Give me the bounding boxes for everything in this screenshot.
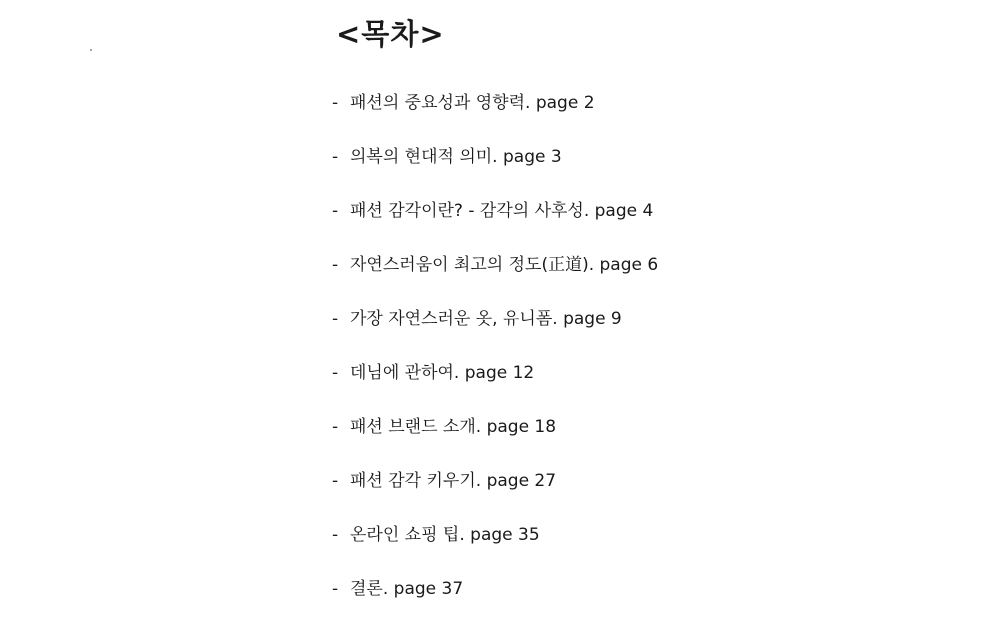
toc-item	[332, 466, 658, 520]
toc-item-text: 패션 감각 키우기. page 27	[350, 471, 557, 491]
toc-item	[332, 250, 658, 304]
toc-item-text: 패션의 중요성과 영향력. page 2	[350, 93, 595, 113]
bullet-dash: -	[332, 93, 339, 113]
bullet-dash: -	[332, 255, 339, 275]
toc-item	[332, 88, 658, 142]
toc-item-text: 의복의 현대적 의미. page 3	[350, 147, 562, 167]
bullet-dash: -	[332, 363, 339, 383]
bullet-dash: -	[332, 147, 339, 167]
toc-item	[332, 196, 658, 250]
toc-item-text: 패션 감각이란? - 감각의 사후성. page 4	[350, 201, 654, 221]
toc-item-text: 가장 자연스러운 옷, 유니폼. page 9	[350, 309, 622, 329]
toc-item-text: 데님에 관하여. page 12	[350, 363, 535, 383]
toc-item	[332, 520, 658, 574]
toc-item	[332, 142, 658, 196]
bullet-dash: -	[332, 201, 339, 221]
toc-list	[332, 88, 658, 628]
toc-item-text: 자연스러움이 최고의 정도(正道). page 6	[350, 255, 659, 275]
toc-item	[332, 304, 658, 358]
toc-item	[332, 412, 658, 466]
toc-item-text: 패션 브랜드 소개. page 18	[350, 417, 557, 437]
toc-item	[332, 358, 658, 412]
bullet-dash: -	[332, 579, 339, 599]
toc-item-text: 결론. page 37	[350, 579, 464, 599]
toc-title: <목차>	[336, 17, 445, 51]
scan-speck	[90, 49, 92, 51]
bullet-dash: -	[332, 309, 339, 329]
toc-item	[332, 574, 658, 628]
bullet-dash: -	[332, 417, 339, 437]
toc-item-text: 온라인 쇼핑 팁. page 35	[350, 525, 540, 545]
bullet-dash: -	[332, 525, 339, 545]
bullet-dash: -	[332, 471, 339, 491]
